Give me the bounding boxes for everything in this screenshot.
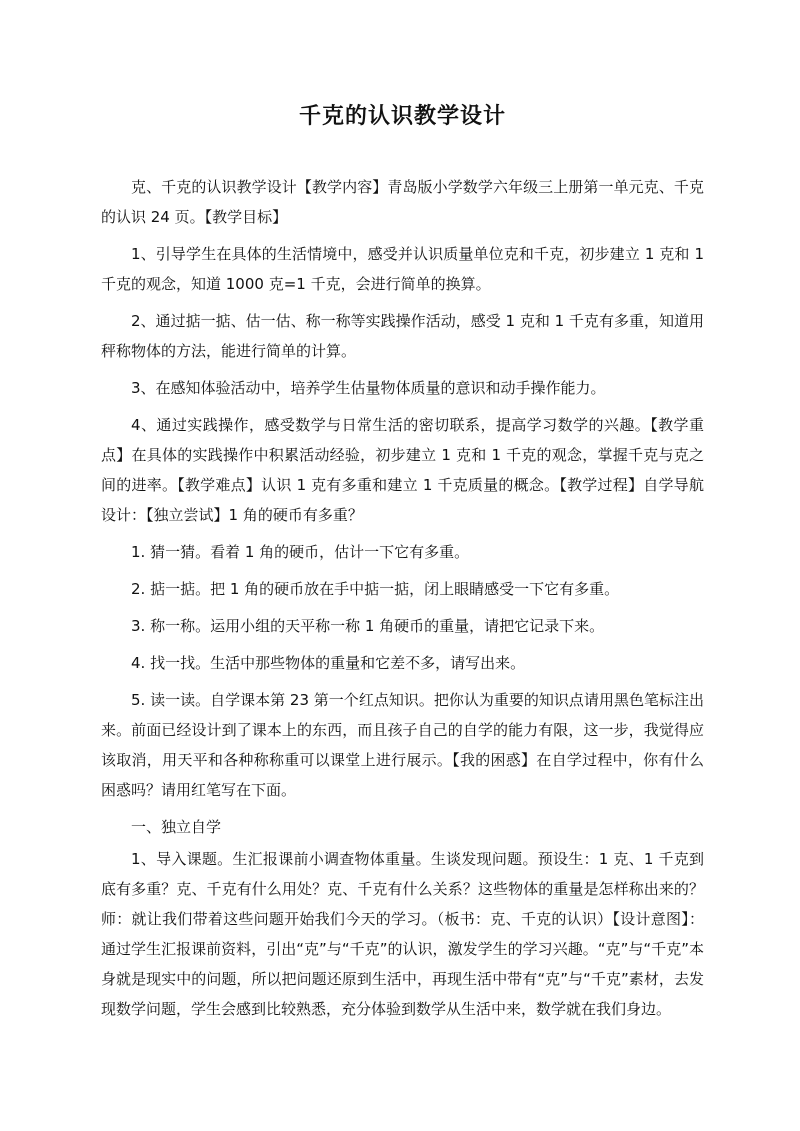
section-heading-self-study: 一、独立自学 — [131, 818, 222, 836]
paragraph-lesson-intro: 1、导入课题。生汇报课前小调查物体重量。生谈发现问题。预设生：1 克、1 千克到底有多重？克、千克有什么用处？克、千克有什么关系？这些物体的重量是怎样称出来的？师：就让我们带着这些问题开始我们今天的学习。（板书：克、千克的认识）【设计意图】：通过学生汇报课前资料，引出“克”与“千克”的认识，激发学生的学习兴趣。“克”与“千克”本身就是现实中的问题，所以把问题还原到生活中，再现生活中带有“克”与“千克”素材，去发现数学问题，学生会感到比较熟悉，充分体验到数学从生活中来，数学就在我们身边。 — [101, 850, 704, 1018]
paragraph-step-1: 1. 猜一猜。看着 1 角的硬币，估计一下它有多重。 — [131, 543, 470, 561]
document-title: 千克的认识教学设计 — [298, 104, 506, 129]
paragraph-step-4: 4. 找一找。生活中那些物体的重量和它差不多，请写出来。 — [131, 654, 526, 672]
paragraph-step-2: 2. 掂一掂。把 1 角的硬币放在手中掂一掂，闭上眼睛感受一下它有多重。 — [131, 580, 620, 598]
paragraph-objective-2: 2、通过掂一掂、估一估、称一称等实践操作活动，感受 1 克和 1 千克有多重，知道用秤称物体的方法，能进行简单的计算。 — [101, 312, 704, 360]
paragraph-objective-1: 1、引导学生在具体的生活情境中，感受并认识质量单位克和千克，初步建立 1 克和 1 千克的观念，知道 1000 克=1 千克，会进行简单的换算。 — [101, 245, 704, 293]
paragraph-objective-4: 4、通过实践操作，感受数学与日常生活的密切联系，提高学习数学的兴趣。【教学重点】在具体的实践操作中积累活动经验，初步建立 1 克和 1 千克的观念，掌握千克与克之间的进率。【教学难点】认识 1 克有多重和建立 1 千克质量的概念。【教学过程】自学导航设计：【独立尝试】1 角的硬币有多重？ — [101, 416, 704, 524]
paragraph-step-5: 5. 读一读。自学课本第 23 第一个红点知识。把你认为重要的知识点请用黑色笔标注出来。前面已经设计到了课本上的东西，而且孩子自己的自学的能力有限，这一步，我觉得应该取消，用天平和各种称称重可以课堂上进行展示。【我的困惑】在自学过程中，你有什么困惑吗？请用红笔写在下面。 — [101, 691, 704, 799]
paragraph-objective-3: 3、在感知体验活动中，培养学生估量物体质量的意识和动手操作能力。 — [131, 379, 606, 397]
paragraph-intro: 克、千克的认识教学设计【教学内容】青岛版小学数学六年级三上册第一单元克、千克的认识 24 页。【教学目标】 — [101, 178, 704, 226]
paragraph-step-3: 3. 称一称。运用小组的天平称一称 1 角硬币的重量，请把它记录下来。 — [131, 617, 605, 635]
